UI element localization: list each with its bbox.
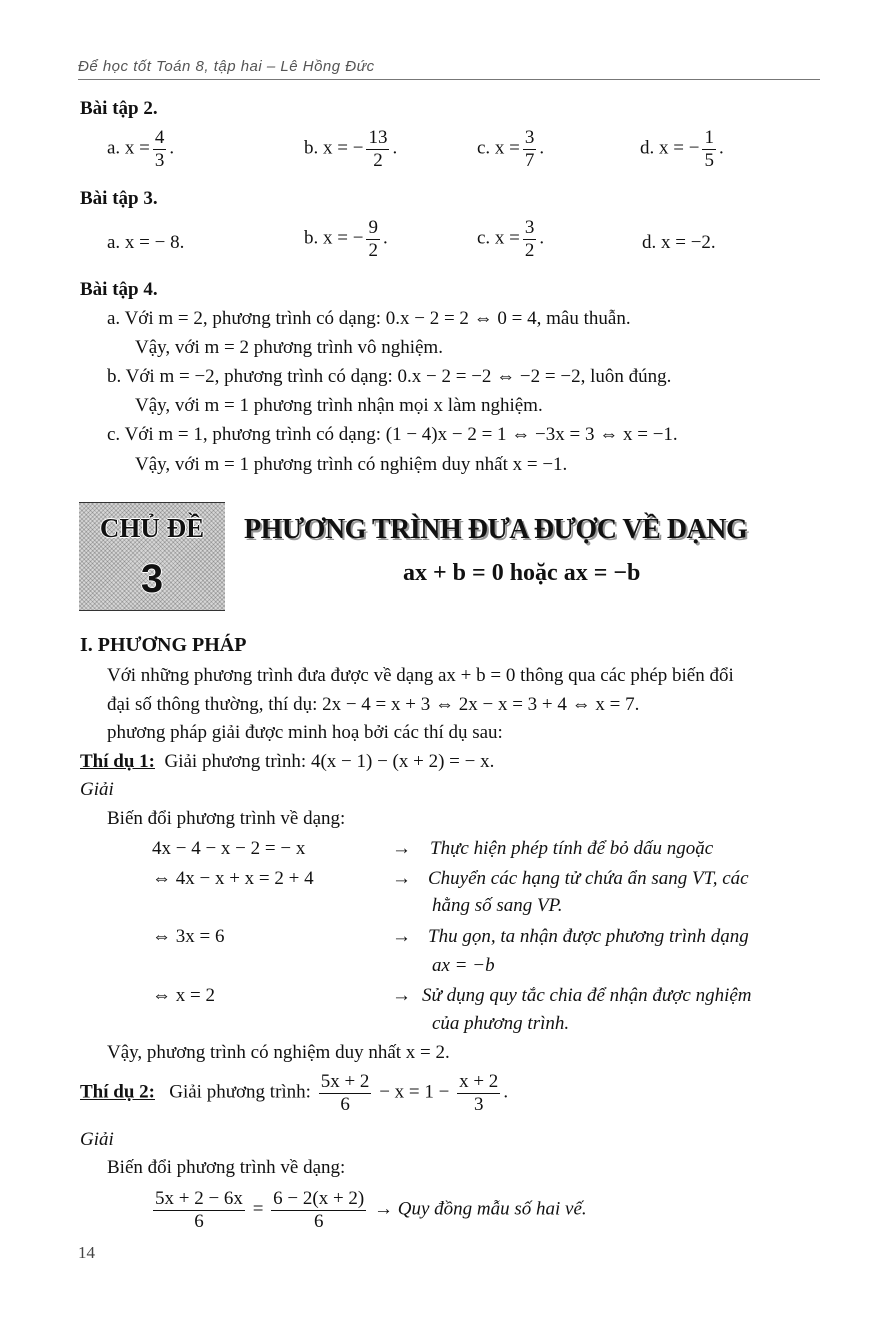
exercise-3-answer-c: c. x = $\frac{3}{2}$ . xyxy=(477,217,545,261)
example-1-intro: Biến đổi phương trình về dạng: xyxy=(107,808,346,829)
exercise-4-a-line2: Vậy, với m = 2 phương trình vô nghiệm. xyxy=(135,337,443,358)
example-1-step-1-equation: 4x − 4 − x − 2 = − x xyxy=(152,838,306,859)
running-header: Để học tốt Toán 8, tập hai – Lê Hồng Đức xyxy=(78,58,375,75)
header-rule xyxy=(78,79,820,80)
exercise-3-answer-b: b. x = − $\frac{9}{2}$ . xyxy=(304,217,388,261)
topic-label: CHỦ ĐỀ xyxy=(99,513,205,543)
example-1-solution-label: Giải xyxy=(80,779,114,800)
example-1-step-1-arrow: → xyxy=(392,838,411,859)
exercise-4-a-line1: a. Với m = 2, phương trình có dạng: 0.x − 2 = 2 ⇔ 0 = 4, mâu thuẫn. xyxy=(107,308,631,329)
exercise-4-heading: Bài tập 4. xyxy=(80,279,158,300)
page-number: 14 xyxy=(78,1243,95,1262)
topic-badge xyxy=(79,502,225,611)
example-1-statement: Thí dụ 1: Giải phương trình: 4(x − 1) − (x + 2) = − x. xyxy=(80,751,495,772)
exercise-2-answer-c: c. x = $\frac{3}{7}$ . xyxy=(477,127,545,171)
exercise-4-c-line2: Vậy, với m = 1 phương trình có nghiệm duy nhất x = −1. xyxy=(135,454,568,475)
example-1-step-4-equation: ⇔ x = 2 xyxy=(152,985,215,1006)
exercise-2-heading: Bài tập 2. xyxy=(80,98,158,119)
example-1-step-4-note-cont: của phương trình. xyxy=(432,1013,570,1034)
example-1-step-2-arrow: → xyxy=(392,868,411,889)
example-2-transformed-equation: $\frac{5x + 2 - 6x}{6}$ = $\frac{6 - 2(x + 2)}{6}$ → Quy đồng mẫu số hai vế. xyxy=(155,1188,587,1232)
exercise-4-b-line2: Vậy, với m = 1 phương trình nhận mọi x làm nghiệm. xyxy=(135,395,543,416)
exercise-3-answer-a: a. x = − 8. xyxy=(107,232,185,253)
exercise-2-answer-a: a. x = $\frac{4}{3}$ . xyxy=(107,127,175,171)
topic-number: 3 xyxy=(140,557,164,601)
example-1-step-1-note: Thực hiện phép tính để bỏ dấu ngoặc xyxy=(430,838,714,859)
example-1-step-3-arrow: → xyxy=(392,926,411,947)
example-1-conclusion: Vậy, phương trình có nghiệm duy nhất x = 2. xyxy=(107,1042,450,1063)
method-paragraph-line2: đại số thông thường, thí dụ: 2x − 4 = x + 3 ⇔ 2x − x = 3 + 4 ⇔ x = 7. xyxy=(107,694,640,715)
example-2-statement: Thí dụ 2: Giải phương trình: $\frac{5x + 2}{6}$ − x = 1 − $\frac{x + 2}{3}$ . xyxy=(80,1071,509,1115)
method-paragraph-line3: phương pháp giải được minh hoạ bởi các thí dụ sau: xyxy=(107,722,503,743)
example-2-intro: Biến đổi phương trình về dạng: xyxy=(107,1157,346,1178)
example-1-label: Thí dụ 1: xyxy=(80,751,155,772)
example-1-step-2-note: Chuyển các hạng tử chứa ẩn sang VT, các xyxy=(428,868,749,889)
example-2-label: Thí dụ 2: xyxy=(80,1081,155,1103)
example-1-step-3-note-cont: ax = −b xyxy=(432,955,495,976)
topic-title: PHƯƠNG TRÌNH ĐƯA ĐƯỢC VỀ DẠNG xyxy=(244,514,748,545)
example-2-note: Quy đồng mẫu số hai vế. xyxy=(397,1198,587,1220)
example-2-solution-label: Giải xyxy=(80,1129,114,1150)
example-1-step-4-arrow: → xyxy=(392,985,411,1006)
exercise-4-c-line1: c. Với m = 1, phương trình có dạng: (1 − 4)x − 2 = 1 ⇔ −3x = 3 ⇔ x = −1. xyxy=(107,424,678,445)
example-1-step-4-note: Sử dụng quy tắc chia để nhận được nghiệm xyxy=(422,985,752,1006)
example-1-step-3-note: Thu gọn, ta nhận được phương trình dạng xyxy=(428,926,749,947)
exercise-3-answer-d: d. x = −2. xyxy=(642,232,716,253)
example-1-step-2-equation: ⇔ 4x − x + x = 2 + 4 xyxy=(152,868,314,889)
exercise-2-answer-d: d. x = − $\frac{1}{5}$ . xyxy=(640,127,724,171)
example-1-step-2-note-cont: hằng số sang VP. xyxy=(432,895,563,916)
exercise-2-answer-b: b. x = − $\frac{13}{2}$ . xyxy=(304,127,398,171)
method-paragraph-line1: Với những phương trình đưa được về dạng ax + b = 0 thông qua các phép biến đổi xyxy=(107,665,734,686)
method-heading: I. PHƯƠNG PHÁP xyxy=(80,634,247,656)
exercise-3-heading: Bài tập 3. xyxy=(80,188,158,209)
topic-subtitle: ax + b = 0 hoặc ax = −b xyxy=(403,560,641,586)
exercise-4-b-line1: b. Với m = −2, phương trình có dạng: 0.x − 2 = −2 ⇔ −2 = −2, luôn đúng. xyxy=(107,366,672,387)
example-1-step-3-equation: ⇔ 3x = 6 xyxy=(152,926,225,947)
